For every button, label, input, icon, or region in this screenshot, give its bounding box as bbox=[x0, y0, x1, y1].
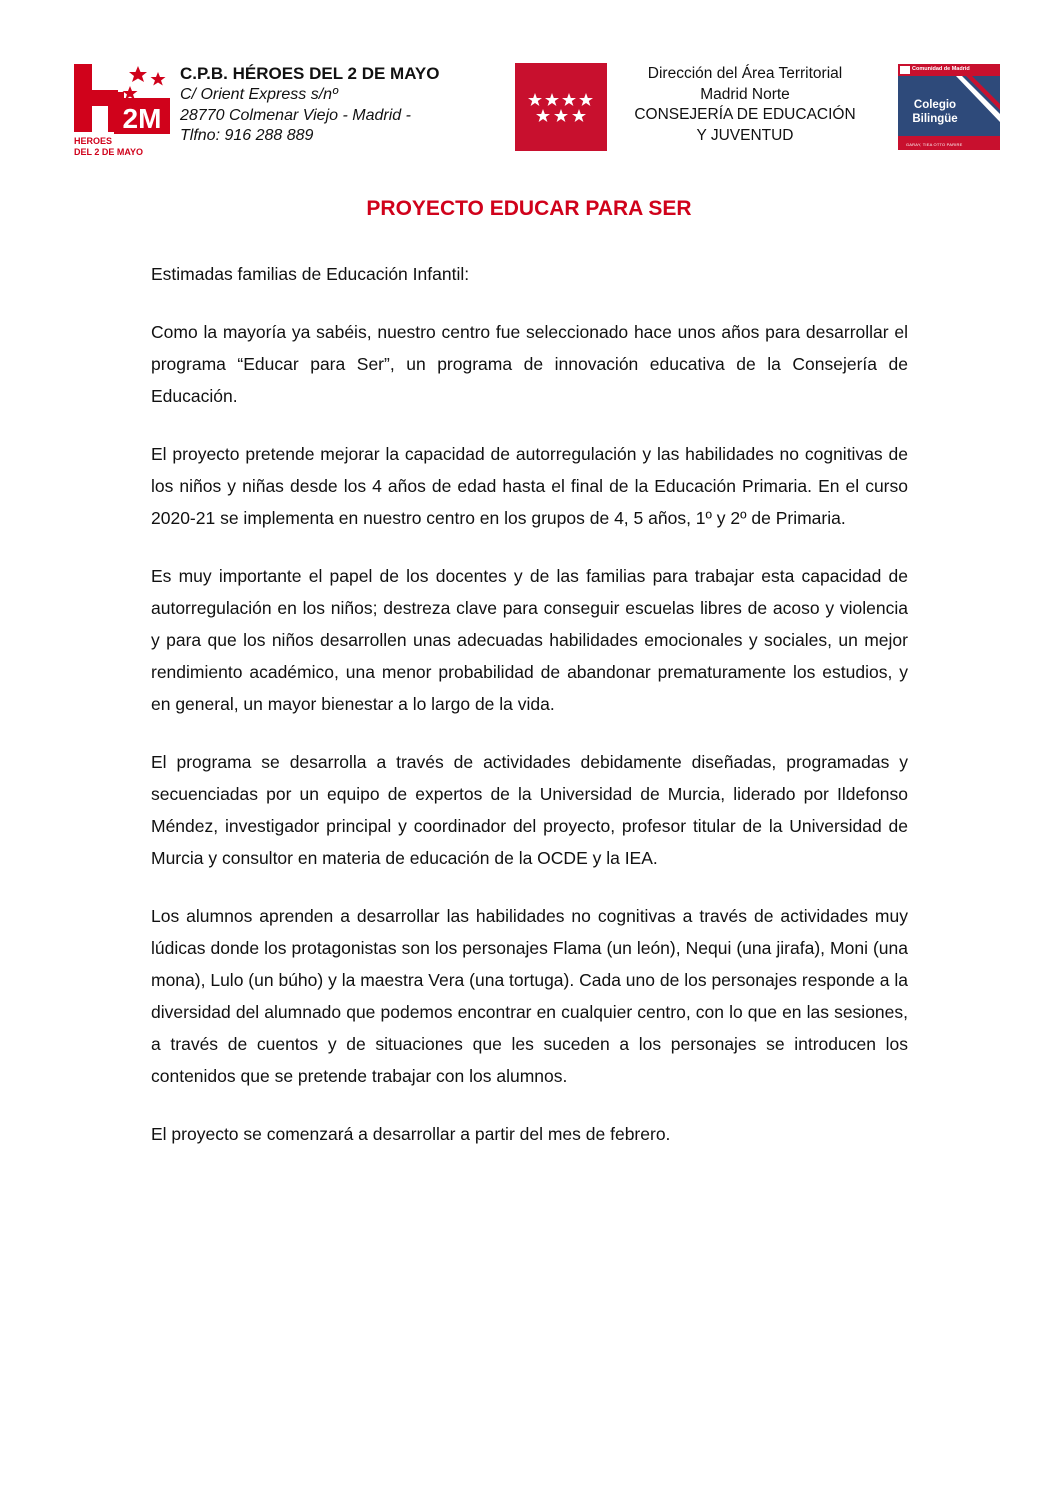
document-header bbox=[0, 0, 1058, 170]
bilingue-bottom-label: GARAY, TIEA OTTO PARIRE bbox=[906, 142, 963, 147]
bilingue-top-label: Comunidad de Madrid bbox=[912, 66, 970, 72]
school-name: C.P.B. HÉROES DEL 2 DE MAYO bbox=[180, 64, 440, 83]
paragraph-4: El programa se desarrolla a través de actividades debidamente diseñadas, programadas y secuenciadas por un equipo de expertos de la Universidad de Murcia, liderado por Ildefonso Méndez, investigador principal y coordinador del proyecto, profesor titular de la Universidad de Murcia y consultor en materia de educación de la OCDE y la IEA. bbox=[151, 752, 908, 868]
paragraph-2: El proyecto pretende mejorar la capacidad de autorregulación y las habilidades no cognitivas de los niños y niñas desde los 4 años de edad hasta el final de la Educación Primaria. En el curso 2020-21 se implementa en nuestro centro en los grupos de 4, 5 años, 1º y 2º de Primaria. bbox=[151, 444, 908, 528]
h2m-logo-letters: 2M bbox=[122, 103, 162, 134]
school-address: C/ Orient Express s/nº bbox=[180, 86, 338, 103]
document-title: PROYECTO EDUCAR PARA SER bbox=[366, 197, 692, 220]
direction-info bbox=[610, 64, 880, 146]
colegio-bilingue-logo bbox=[896, 62, 1002, 152]
h2m-logo-caption-1: HEROES bbox=[74, 136, 113, 146]
school-city: 28770 Colmenar Viejo - Madrid - bbox=[180, 106, 411, 124]
madrid-flag-icon bbox=[515, 63, 607, 151]
school-phone: Tlfno: 916 288 889 bbox=[180, 127, 314, 144]
direction-line-2: Madrid Norte bbox=[700, 85, 790, 103]
greeting: Estimadas familias de Educación Infantil: bbox=[151, 264, 470, 284]
h2m-logo-icon bbox=[72, 62, 172, 158]
document-body bbox=[151, 258, 908, 1176]
paragraph-5: Los alumnos aprenden a desarrollar las habilidades no cognitivas a través de actividades muy lúdicas donde los protagonistas son los personajes Flama (un león), Nequi (una jirafa), Moni (una mona), Lulo (un búho) y la maestra Vera (una tortuga). Cada uno de los personajes responde a la diversidad del alumnado que podemos encontrar en cualquier centro, con lo que en las sesiones, a través de cuentos y de situaciones que les suceden a los personajes se introducen los contenidos que se pretende trabajar con los alumnos. bbox=[151, 906, 908, 1086]
paragraph-1: Como la mayoría ya sabéis, nuestro centro fue seleccionado hace unos años para desarrollar el programa “Educar para Ser”, un programa de innovación educativa de la Consejería de Educación. bbox=[151, 322, 908, 406]
bilingue-title bbox=[896, 98, 974, 126]
bilingue-line-1: Colegio bbox=[913, 99, 957, 111]
direction-line-4: Y JUVENTUD bbox=[696, 126, 794, 144]
paragraph-6: El proyecto se comenzará a desarrollar a partir del mes de febrero. bbox=[151, 1124, 671, 1144]
bilingue-line-2: Bilingüe bbox=[912, 113, 958, 125]
direction-line-3: CONSEJERÍA DE EDUCACIÓN bbox=[634, 106, 856, 123]
comunidad-madrid-flag bbox=[515, 63, 607, 151]
h2m-logo bbox=[72, 62, 172, 158]
h2m-logo-caption-2: DEL 2 DE MAYO bbox=[74, 147, 144, 157]
school-info bbox=[180, 63, 510, 147]
paragraph-3: Es muy importante el papel de los docentes y de las familias para trabajar esta capacidad de autorregulación en los niños; destreza clave para conseguir escuelas libres de acoso y violencia y para que los niños desarrollen unas adecuadas habilidades emocionales y sociales, un mejor rendimiento académico, una menor probabilidad de abandonar prematuramente los estudios, y en general, un mayor bienestar a lo largo de la vida. bbox=[151, 566, 908, 714]
direction-line-1: Dirección del Área Territorial bbox=[647, 65, 843, 82]
